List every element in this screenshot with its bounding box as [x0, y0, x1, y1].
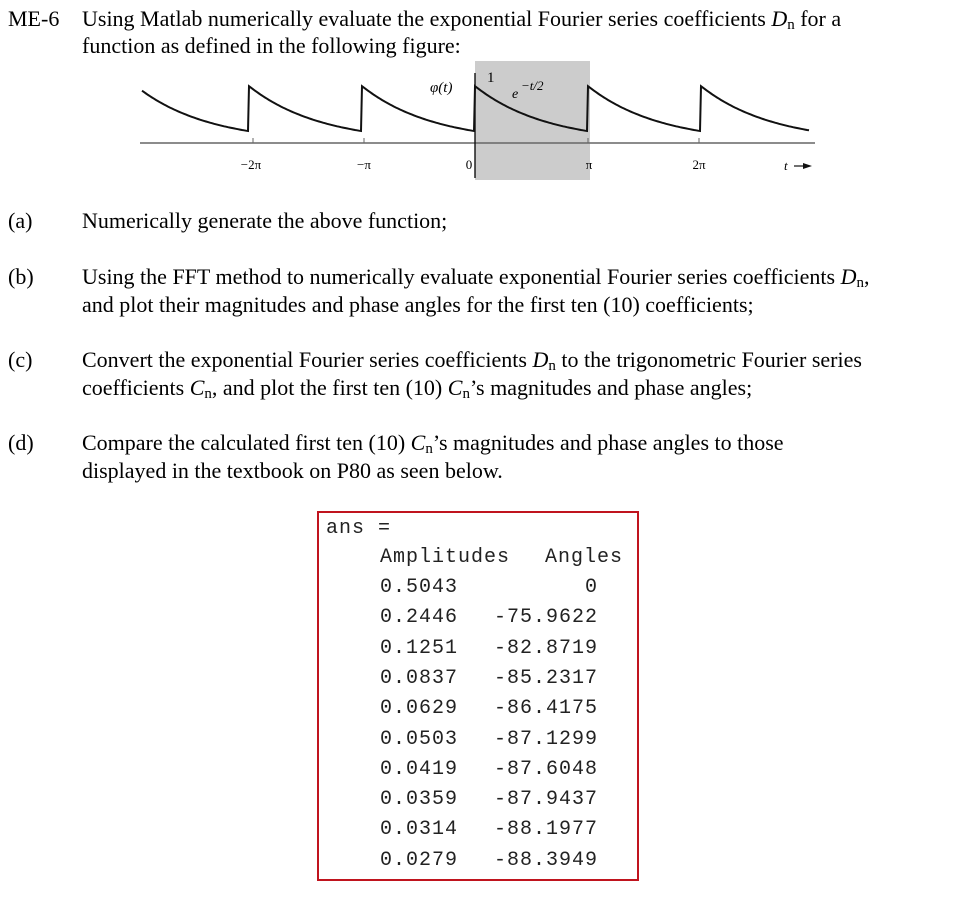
subscript-n: n: [548, 358, 556, 374]
angle-value: -75.9622: [493, 606, 598, 630]
amplitude-value: 0.0419: [380, 757, 459, 781]
symbol-c: C: [410, 430, 426, 455]
table-row: [319, 697, 637, 727]
angle-value: -88.3949: [493, 848, 598, 872]
text-span: ’s magnitudes and phase angles;: [469, 375, 753, 400]
angle-value: -87.9437: [493, 788, 598, 812]
part-b-line2: and plot their magnitudes and phase angles for the first ten (10) coefficients;: [82, 292, 754, 317]
amplitude-value: 0.0837: [380, 666, 459, 690]
axis-arrow-icon: [794, 163, 812, 169]
table-row: [319, 606, 637, 636]
amplitude-value: 0.0503: [380, 727, 459, 751]
tick-label-neg2pi: −2π: [240, 157, 262, 172]
symbol-d: D: [771, 6, 788, 31]
angle-value: -87.6048: [493, 757, 598, 781]
angle-value: -85.2317: [493, 666, 598, 690]
text-span: Convert the exponential Fourier series coefficients: [82, 347, 533, 372]
tick-label-zero: 0: [465, 157, 473, 172]
angle-value: 0: [584, 576, 598, 599]
text-span: Using Matlab numerically evaluate the exponential Fourier series coefficients: [82, 6, 772, 31]
angle-value: -82.8719: [493, 636, 598, 660]
text-span: coefficients: [82, 375, 190, 400]
periodic-signal-figure: [0, 0, 972, 200]
problem-id: ME-6: [8, 6, 60, 31]
text-span: for a: [794, 6, 842, 31]
matlab-output-box: [317, 511, 639, 881]
part-d-line2: displayed in the textbook on P80 as seen below.: [82, 458, 503, 483]
angle-value: -88.1977: [493, 818, 598, 842]
column-header-angles: Angles: [544, 546, 623, 569]
tick-label-negpi: −π: [357, 157, 371, 172]
angle-value: -86.4175: [493, 697, 598, 721]
amplitude-value: 0.0279: [380, 848, 459, 872]
table-row: [319, 758, 637, 788]
text-span: ’s magnitudes and phase angles to those: [432, 430, 784, 455]
amplitude-value: 0.0314: [380, 818, 459, 842]
tick-label-2pi: 2π: [692, 157, 706, 172]
subscript-n: n: [462, 386, 470, 402]
text-span: , and plot the first ten (10): [211, 375, 448, 400]
tick-label-pi: π: [585, 157, 593, 172]
function-label: φ(t): [430, 80, 453, 96]
table-row: [319, 818, 637, 848]
part-c-line2: [82, 373, 752, 409]
symbol-d: D: [532, 347, 549, 372]
amplitude-value: 0.0359: [380, 788, 459, 812]
amplitude-value: 0.0629: [380, 697, 459, 721]
subscript-n: n: [425, 441, 433, 457]
subscript-n: n: [204, 386, 212, 402]
tick-labels: [241, 157, 706, 172]
symbol-c: C: [447, 375, 463, 400]
amplitude-value: 0.1251: [380, 636, 459, 660]
text-span: Compare the calculated first ten (10): [82, 430, 411, 455]
part-c-label: (c): [8, 347, 33, 372]
subscript-n: n: [856, 275, 864, 291]
text-span: ,: [864, 264, 870, 289]
text-span: Using the FFT method to numerically evaluate exponential Fourier series coefficients: [82, 264, 841, 289]
angle-value: -87.1299: [493, 727, 598, 751]
table-row: [319, 728, 637, 758]
part-b-label: (b): [8, 264, 34, 289]
table-row: [319, 667, 637, 697]
table-row: [319, 637, 637, 667]
ans-header: ans =: [326, 517, 392, 540]
expression-exponent: −t/2: [521, 78, 544, 93]
table-row: [319, 849, 637, 879]
part-a-label: (a): [8, 208, 33, 233]
symbol-c: C: [189, 375, 205, 400]
problem-statement-line2: function as defined in the following figure:: [82, 33, 461, 58]
text-span: to the trigonometric Fourier series: [555, 347, 862, 372]
table-row: [319, 576, 637, 606]
amplitude-value: 0.2446: [380, 606, 459, 630]
column-header-amplitudes: Amplitudes: [380, 546, 511, 569]
subscript-n: n: [787, 17, 795, 33]
amplitude-value: 0.5043: [380, 576, 459, 599]
part-a-text: Numerically generate the above function;: [82, 208, 448, 233]
time-axis-label: t: [784, 158, 788, 173]
peak-value-label: 1: [487, 70, 495, 86]
expression-base: e: [512, 87, 519, 102]
table-row: [319, 788, 637, 818]
symbol-d: D: [840, 264, 857, 289]
part-d-label: (d): [8, 430, 34, 455]
